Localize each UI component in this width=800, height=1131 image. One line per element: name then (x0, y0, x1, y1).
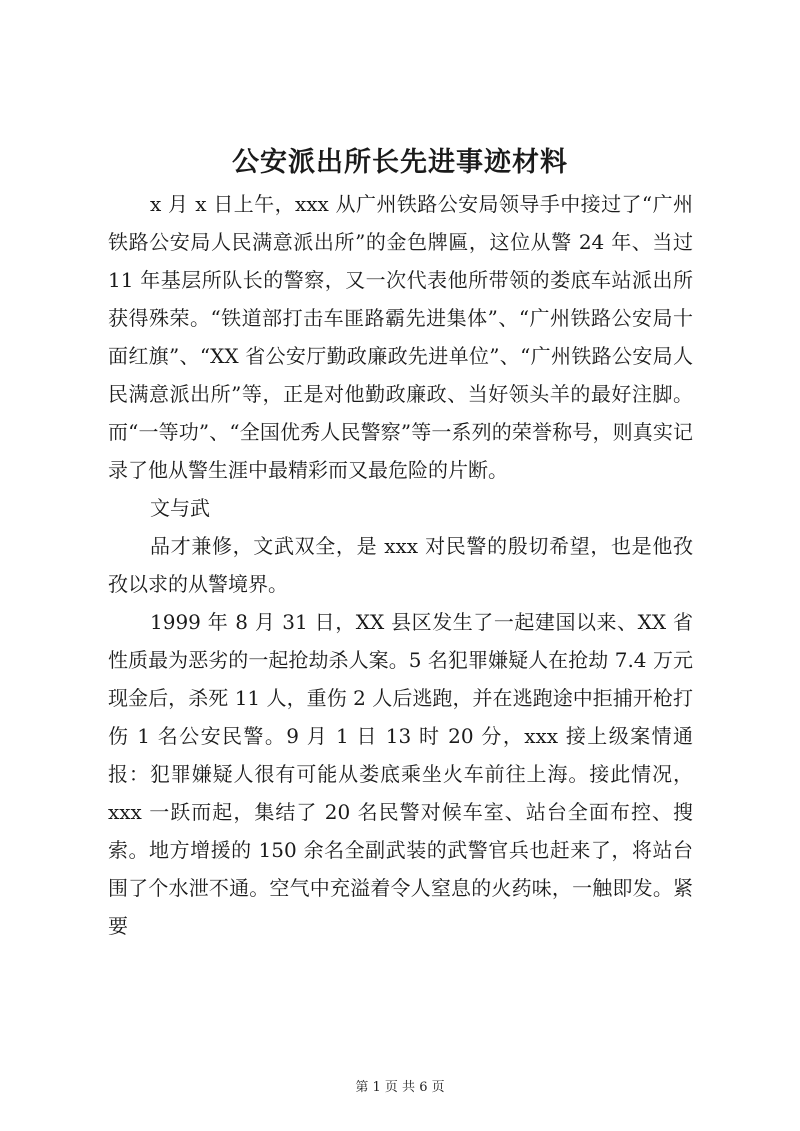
document-body (108, 185, 693, 945)
paragraph-motto: 品才兼修，文武双全，是 xxx 对民警的殷切希望，也是他孜孜以求的从警境界。 (108, 534, 693, 596)
paragraph-case-1999: 1999 年 8 月 31 日，XX 县区发生了一起建国以来、XX 省性质最为恶劣的一起抢劫杀人案。5 名犯罪嫌疑人在抢劫 7.4 万元现金后，杀死 11 人，重伤 2 人后逃跑，并在逃跑途中拒捕开枪打伤 1 名公安民警。9 月 1 日 13 时 20 分，xxx 接上级案情通报：犯罪嫌疑人很有可能从娄底乘坐火车前往上海。接此情况，xxx 一跃而起，集结了 20 名民警对候车室、站台全面布控、搜索。地方增援的 150 余名全副武装的武警官兵也赶来了，将站台围了个水泄不通。空气中充溢着令人窒息的火药味，一触即发。紧要 (108, 610, 693, 938)
section-heading-wen-yu-wu: 文与武 (150, 496, 210, 520)
paragraph-intro: x 月 x 日上午，xxx 从广州铁路公安局领导手中接过了“广州铁路公安局人民满意派出所”的金色牌匾，这位从警 24 年、当过 11 年基层所队长的警察，又一次代表他所带领的娄底车站派出所获得殊荣。“铁道部打击车匪路霸先进集体”、“广州铁路公安局十面红旗”、“XX 省公安厅勤政廉政先进单位”、“广州铁路公安局人民满意派出所”等，正是对他勤政廉政、当好领头羊的最好注脚。而“一等功”、“全国优秀人民警察”等一系列的荣誉称号，则真实记录了他从警生涯中最精彩而又最危险的片断。 (108, 192, 693, 482)
document-title: 公安派出所长先进事迹材料 (232, 147, 568, 178)
page-number-footer: 第 1 页 共 6 页 (355, 1080, 445, 1095)
